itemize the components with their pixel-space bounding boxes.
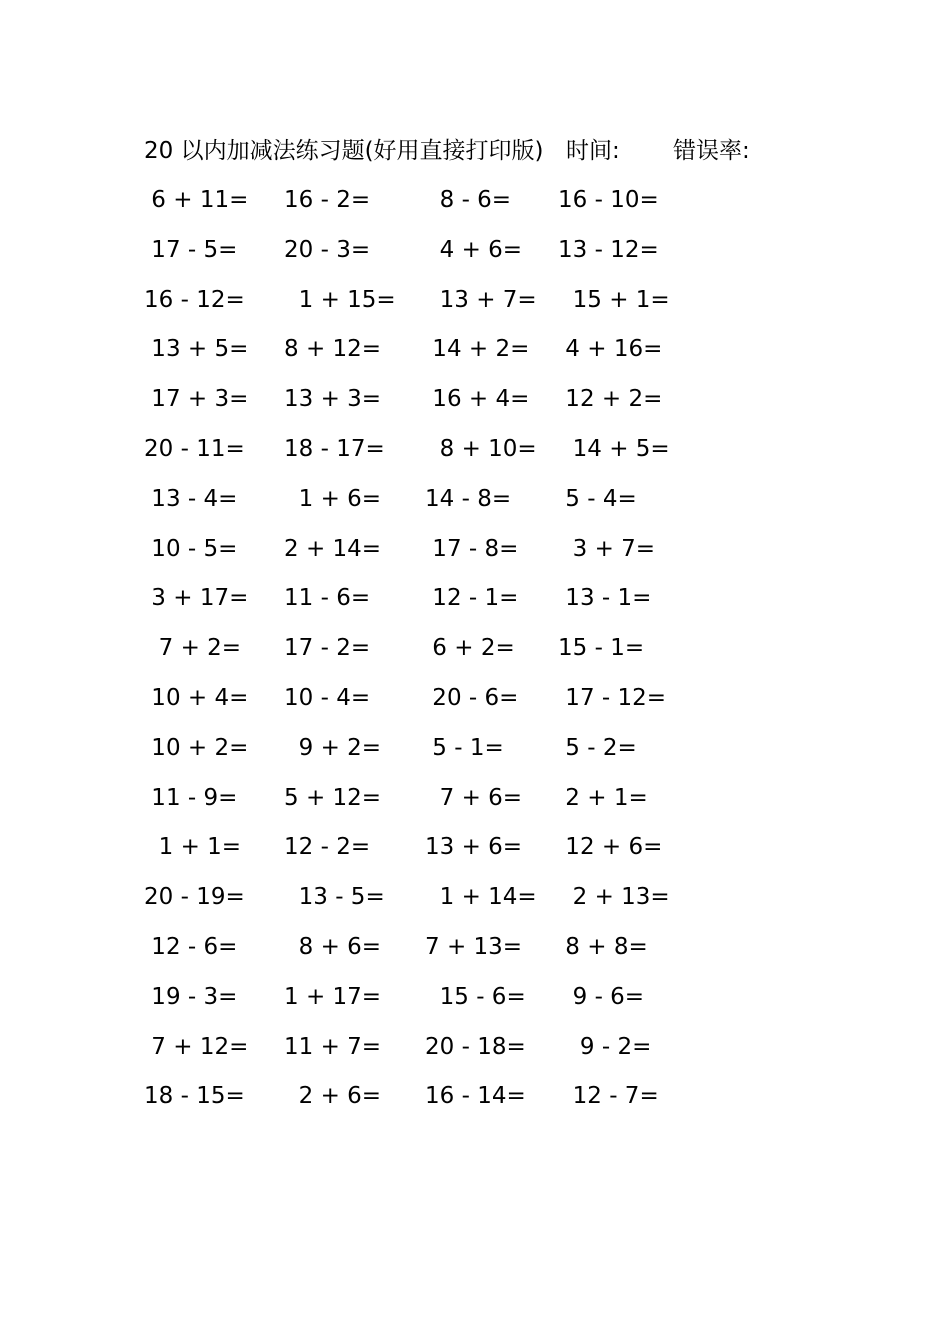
math-problem: 16 - 2=: [284, 187, 371, 213]
math-problem: 13 - 4=: [144, 485, 238, 512]
math-problem: 5 + 12=: [284, 784, 382, 811]
math-problem: 6 + 11=: [144, 187, 249, 213]
math-problem: 2 + 14=: [284, 535, 382, 562]
math-problem: 8 + 10=: [425, 435, 537, 462]
problem-row: [144, 282, 744, 332]
math-problem: 4 + 6=: [425, 236, 523, 263]
math-problem: 16 + 4=: [425, 386, 530, 413]
math-problem: 14 - 8=: [425, 485, 512, 512]
problem-row: [144, 829, 744, 879]
math-problem: 7 + 6=: [425, 784, 523, 811]
math-problem: 8 + 6=: [284, 933, 382, 960]
problem-row: [144, 680, 744, 730]
math-problem: 19 - 3=: [144, 983, 238, 1010]
math-problem: 10 - 4=: [284, 684, 371, 711]
math-problem: 4 + 16=: [558, 336, 663, 363]
problem-row: [144, 929, 744, 979]
problem-row: [144, 232, 744, 282]
math-problem: 17 - 12=: [558, 684, 667, 711]
math-problem: 13 - 1=: [558, 585, 652, 612]
math-problem: 9 - 2=: [558, 1033, 652, 1060]
math-problem: 8 + 8=: [558, 933, 648, 960]
math-problem: 17 + 3=: [144, 386, 249, 413]
math-problem: 20 - 6=: [425, 684, 519, 711]
math-problem: 5 - 1=: [425, 734, 504, 761]
math-problem: 7 + 13=: [425, 933, 523, 960]
math-problem: 16 - 10=: [558, 187, 659, 213]
math-problem: 8 - 6=: [425, 187, 512, 213]
problem-row: [144, 381, 744, 431]
math-problem: 13 + 3=: [284, 386, 382, 413]
math-problem: 5 - 4=: [558, 485, 637, 512]
problem-row: [144, 780, 744, 830]
math-problem: 15 - 1=: [558, 635, 645, 662]
worksheet-title: 20 以内加减法练习题(好用直接打印版): [144, 138, 544, 164]
problem-row: [144, 531, 744, 581]
math-problem: 13 - 12=: [558, 236, 659, 263]
problem-grid: [144, 182, 744, 1128]
math-problem: 1 + 15=: [284, 286, 396, 313]
math-problem: 17 - 2=: [284, 635, 371, 662]
math-problem: 8 + 12=: [284, 336, 382, 363]
math-problem: 1 + 1=: [144, 834, 242, 861]
problem-row: [144, 431, 744, 481]
worksheet-header: [144, 134, 750, 168]
math-problem: 15 + 1=: [558, 286, 670, 313]
math-problem: 13 - 5=: [284, 884, 385, 911]
math-problem: 2 + 6=: [284, 1083, 382, 1110]
math-problem: 18 - 17=: [284, 435, 385, 462]
math-problem: 20 - 18=: [425, 1033, 526, 1060]
problem-row: [144, 580, 744, 630]
math-problem: 10 - 5=: [144, 535, 238, 562]
math-problem: 18 - 15=: [144, 1083, 245, 1110]
math-problem: 12 - 6=: [144, 933, 238, 960]
math-problem: 5 - 2=: [558, 734, 637, 761]
problem-row: [144, 331, 744, 381]
math-problem: 10 + 2=: [144, 734, 249, 761]
math-problem: 14 + 2=: [425, 336, 530, 363]
math-problem: 3 + 7=: [558, 535, 656, 562]
math-problem: 17 - 5=: [144, 236, 238, 263]
math-problem: 7 + 12=: [144, 1033, 249, 1060]
problem-row: [144, 879, 744, 929]
problem-row: [144, 481, 744, 531]
math-problem: 12 + 6=: [558, 834, 663, 861]
math-problem: 12 - 2=: [284, 834, 371, 861]
math-problem: 13 + 6=: [425, 834, 523, 861]
math-problem: 16 - 14=: [425, 1083, 526, 1110]
problem-row: [144, 730, 744, 780]
problem-row: [144, 182, 744, 232]
math-problem: 14 + 5=: [558, 435, 670, 462]
math-problem: 1 + 14=: [425, 884, 537, 911]
math-problem: 15 - 6=: [425, 983, 526, 1010]
problem-row: [144, 630, 744, 680]
math-problem: 20 - 11=: [144, 435, 245, 462]
math-problem: 20 - 19=: [144, 884, 245, 911]
math-problem: 2 + 13=: [558, 884, 670, 911]
math-problem: 10 + 4=: [144, 684, 249, 711]
math-problem: 9 + 2=: [284, 734, 382, 761]
math-problem: 13 + 5=: [144, 336, 249, 363]
problem-row: [144, 1029, 744, 1079]
math-problem: 7 + 2=: [144, 635, 242, 662]
error-rate-label: 错误率:: [673, 138, 750, 164]
math-problem: 1 + 17=: [284, 983, 382, 1010]
time-label: 时间:: [566, 138, 620, 164]
math-problem: 12 + 2=: [558, 386, 663, 413]
math-problem: 3 + 17=: [144, 585, 249, 612]
math-problem: 13 + 7=: [425, 286, 537, 313]
math-problem: 17 - 8=: [425, 535, 519, 562]
math-problem: 11 - 6=: [284, 585, 371, 612]
problem-row: [144, 979, 744, 1029]
math-problem: 1 + 6=: [284, 485, 382, 512]
math-problem: 16 - 12=: [144, 286, 245, 313]
math-problem: 12 - 7=: [558, 1083, 659, 1110]
math-problem: 9 - 6=: [558, 983, 645, 1010]
math-problem: 12 - 1=: [425, 585, 519, 612]
math-problem: 11 - 9=: [144, 784, 238, 811]
math-problem: 11 + 7=: [284, 1033, 382, 1060]
problem-row: [144, 1078, 744, 1128]
math-problem: 20 - 3=: [284, 236, 371, 263]
math-problem: 2 + 1=: [558, 784, 648, 811]
math-problem: 6 + 2=: [425, 635, 515, 662]
